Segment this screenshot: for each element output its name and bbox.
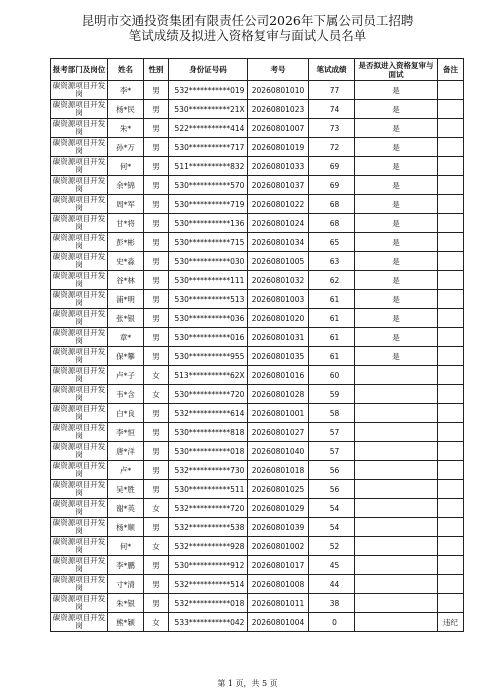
table-row: [51, 442, 464, 461]
cell-id: 530***********912: [169, 556, 248, 575]
cell-id: 530***********030: [169, 252, 248, 271]
cell-gender: 男: [144, 423, 169, 442]
cell-qualify: 是: [355, 233, 438, 252]
table-body: [51, 81, 464, 632]
table-row: [51, 423, 464, 442]
cell-gender: 男: [144, 461, 169, 480]
header-remark: 备注: [438, 59, 464, 81]
cell-name: 白*良: [108, 404, 144, 423]
cell-exam-no: 20260801023: [248, 100, 309, 119]
cell-id: 530***********715: [169, 233, 248, 252]
cell-dept: 碳资源项目开发岗: [51, 328, 108, 347]
cell-score: 59: [309, 385, 355, 404]
cell-dept: 碳资源项目开发岗: [51, 176, 108, 195]
cell-name: 何*: [108, 537, 144, 556]
cell-qualify: [355, 461, 438, 480]
cell-score: 54: [309, 518, 355, 537]
header-exam-no: 考号: [248, 59, 309, 81]
table-row: [51, 461, 464, 480]
cell-id: 532***********514: [169, 575, 248, 594]
cell-remark: [438, 366, 464, 385]
cell-id: 511***********832: [169, 157, 248, 176]
cell-score: 77: [309, 81, 355, 100]
cell-remark: [438, 461, 464, 480]
cell-dept: 碳资源项目开发岗: [51, 100, 108, 119]
cell-score: 68: [309, 195, 355, 214]
table-row: [51, 290, 464, 309]
cell-exam-no: 20260801016: [248, 366, 309, 385]
cell-exam-no: 20260801004: [248, 613, 309, 632]
cell-exam-no: 20260801032: [248, 271, 309, 290]
cell-gender: 女: [144, 499, 169, 518]
cell-gender: 男: [144, 309, 169, 328]
cell-name: 朱*: [108, 119, 144, 138]
cell-name: 熊*颖: [108, 613, 144, 632]
cell-name: 余*锦: [108, 176, 144, 195]
cell-qualify: 是: [355, 119, 438, 138]
cell-id: 533***********042: [169, 613, 248, 632]
cell-score: 56: [309, 461, 355, 480]
table-row: [51, 404, 464, 423]
cell-score: 56: [309, 480, 355, 499]
cell-score: 61: [309, 328, 355, 347]
cell-dept: 碳资源项目开发岗: [51, 442, 108, 461]
cell-id: 530***********016: [169, 328, 248, 347]
cell-dept: 碳资源项目开发岗: [51, 157, 108, 176]
cell-id: 530***********111: [169, 271, 248, 290]
cell-name: 李*恒: [108, 423, 144, 442]
cell-gender: 男: [144, 157, 169, 176]
table-row: [51, 271, 464, 290]
header-score: 笔试成绩: [309, 59, 355, 81]
table-row: [51, 138, 464, 157]
cell-score: 62: [309, 271, 355, 290]
cell-score: 63: [309, 252, 355, 271]
cell-id: 532***********720: [169, 499, 248, 518]
cell-remark: [438, 119, 464, 138]
cell-dept: 碳资源项目开发岗: [51, 423, 108, 442]
cell-qualify: 是: [355, 290, 438, 309]
cell-qualify: 是: [355, 138, 438, 157]
cell-qualify: [355, 366, 438, 385]
cell-gender: 男: [144, 518, 169, 537]
cell-id: 513***********62X: [169, 366, 248, 385]
header-qualify: 是否拟进入资格复审与面试: [355, 59, 438, 81]
cell-qualify: 是: [355, 252, 438, 271]
cell-gender: 男: [144, 138, 169, 157]
cell-remark: [438, 423, 464, 442]
cell-id: 532***********018: [169, 594, 248, 613]
cell-score: 52: [309, 537, 355, 556]
table-row: [51, 575, 464, 594]
cell-score: 0: [309, 613, 355, 632]
cell-exam-no: 20260801022: [248, 195, 309, 214]
cell-remark: [438, 252, 464, 271]
cell-dept: 碳资源项目开发岗: [51, 195, 108, 214]
cell-dept: 碳资源项目开发岗: [51, 499, 108, 518]
cell-dept: 碳资源项目开发岗: [51, 366, 108, 385]
cell-dept: 碳资源项目开发岗: [51, 537, 108, 556]
cell-gender: 男: [144, 100, 169, 119]
cell-dept: 碳资源项目开发岗: [51, 309, 108, 328]
header-id: 身份证号码: [169, 59, 248, 81]
cell-exam-no: 20260801019: [248, 138, 309, 157]
cell-name: 谷*林: [108, 271, 144, 290]
cell-qualify: [355, 537, 438, 556]
cell-qualify: 是: [355, 176, 438, 195]
cell-id: 532***********730: [169, 461, 248, 480]
cell-name: 杨*民: [108, 100, 144, 119]
cell-score: 38: [309, 594, 355, 613]
results-table: [50, 58, 464, 632]
cell-score: 65: [309, 233, 355, 252]
cell-remark: [438, 594, 464, 613]
cell-id: 532***********538: [169, 518, 248, 537]
cell-score: 44: [309, 575, 355, 594]
table-row: [51, 518, 464, 537]
cell-remark: [438, 81, 464, 100]
cell-gender: 男: [144, 480, 169, 499]
cell-dept: 碳资源项目开发岗: [51, 214, 108, 233]
cell-qualify: [355, 480, 438, 499]
cell-dept: 碳资源项目开发岗: [51, 138, 108, 157]
table-row: [51, 252, 464, 271]
cell-qualify: 是: [355, 100, 438, 119]
cell-dept: 碳资源项目开发岗: [51, 518, 108, 537]
cell-id: 530***********018: [169, 442, 248, 461]
cell-exam-no: 20260801035: [248, 347, 309, 366]
cell-gender: 男: [144, 347, 169, 366]
cell-remark: [438, 214, 464, 233]
cell-qualify: 是: [355, 214, 438, 233]
cell-dept: 碳资源项目开发岗: [51, 556, 108, 575]
header-dept: 报考部门及岗位: [51, 59, 108, 81]
cell-score: 54: [309, 499, 355, 518]
cell-name: 周*军: [108, 195, 144, 214]
cell-gender: 男: [144, 556, 169, 575]
cell-gender: 女: [144, 613, 169, 632]
cell-score: 73: [309, 119, 355, 138]
cell-exam-no: 20260801017: [248, 556, 309, 575]
cell-id: 532***********019: [169, 81, 248, 100]
cell-exam-no: 20260801018: [248, 461, 309, 480]
cell-qualify: [355, 613, 438, 632]
cell-remark: [438, 157, 464, 176]
cell-exam-no: 20260801002: [248, 537, 309, 556]
cell-remark: [438, 347, 464, 366]
table-row: [51, 328, 464, 347]
cell-exam-no: 20260801020: [248, 309, 309, 328]
cell-gender: 男: [144, 81, 169, 100]
cell-id: 532***********614: [169, 404, 248, 423]
cell-remark: [438, 442, 464, 461]
cell-exam-no: 20260801001: [248, 404, 309, 423]
cell-score: 69: [309, 176, 355, 195]
cell-id: 530***********570: [169, 176, 248, 195]
cell-remark: [438, 309, 464, 328]
cell-dept: 碳资源项目开发岗: [51, 271, 108, 290]
cell-gender: 男: [144, 442, 169, 461]
table-row: [51, 347, 464, 366]
page-footer: 第 1 页，共 5 页: [217, 679, 278, 688]
cell-id: 532***********928: [169, 537, 248, 556]
cell-exam-no: 20260801039: [248, 518, 309, 537]
table-row: [51, 214, 464, 233]
cell-name: 浦*明: [108, 290, 144, 309]
cell-exam-no: 20260801025: [248, 480, 309, 499]
cell-dept: 碳资源项目开发岗: [51, 480, 108, 499]
table-row: [51, 81, 464, 100]
cell-remark: [438, 404, 464, 423]
cell-score: 57: [309, 442, 355, 461]
cell-qualify: 是: [355, 347, 438, 366]
cell-score: 60: [309, 366, 355, 385]
cell-name: 卢*子: [108, 366, 144, 385]
cell-id: 530***********036: [169, 309, 248, 328]
table-row: [51, 594, 464, 613]
cell-exam-no: 20260801031: [248, 328, 309, 347]
table-row: [51, 480, 464, 499]
table-row: [51, 385, 464, 404]
cell-gender: 男: [144, 404, 169, 423]
cell-name: 谢*英: [108, 499, 144, 518]
cell-name: 卢*: [108, 461, 144, 480]
cell-qualify: [355, 385, 438, 404]
cell-score: 68: [309, 214, 355, 233]
cell-exam-no: 20260801040: [248, 442, 309, 461]
cell-dept: 碳资源项目开发岗: [51, 461, 108, 480]
cell-remark: [438, 575, 464, 594]
cell-score: 57: [309, 423, 355, 442]
cell-gender: 男: [144, 176, 169, 195]
cell-name: 章*: [108, 328, 144, 347]
table-row: [51, 233, 464, 252]
cell-name: 何*: [108, 157, 144, 176]
cell-name: 李*: [108, 81, 144, 100]
cell-score: 45: [309, 556, 355, 575]
cell-name: 吴*胜: [108, 480, 144, 499]
cell-score: 74: [309, 100, 355, 119]
cell-gender: 男: [144, 195, 169, 214]
document-title: [0, 13, 495, 43]
cell-name: 杨*顺: [108, 518, 144, 537]
cell-gender: 男: [144, 594, 169, 613]
cell-remark: 违纪: [438, 613, 464, 632]
cell-dept: 碳资源项目开发岗: [51, 404, 108, 423]
table-row: [51, 309, 464, 328]
cell-remark: [438, 480, 464, 499]
table-row: [51, 613, 464, 632]
table-row: [51, 537, 464, 556]
cell-remark: [438, 499, 464, 518]
cell-id: 530***********720: [169, 385, 248, 404]
cell-exam-no: 20260801033: [248, 157, 309, 176]
cell-dept: 碳资源项目开发岗: [51, 252, 108, 271]
cell-dept: 碳资源项目开发岗: [51, 81, 108, 100]
cell-qualify: [355, 404, 438, 423]
cell-dept: 碳资源项目开发岗: [51, 613, 108, 632]
header-name: 姓名: [108, 59, 144, 81]
cell-qualify: [355, 423, 438, 442]
cell-dept: 碳资源项目开发岗: [51, 385, 108, 404]
cell-id: 530***********21X: [169, 100, 248, 119]
cell-qualify: 是: [355, 195, 438, 214]
cell-exam-no: 20260801029: [248, 499, 309, 518]
cell-gender: 男: [144, 290, 169, 309]
cell-qualify: 是: [355, 157, 438, 176]
cell-gender: 男: [144, 119, 169, 138]
cell-gender: 女: [144, 537, 169, 556]
cell-remark: [438, 138, 464, 157]
cell-id: 522***********414: [169, 119, 248, 138]
cell-dept: 碳资源项目开发岗: [51, 119, 108, 138]
cell-name: 张*银: [108, 309, 144, 328]
table-row: [51, 157, 464, 176]
table-row: [51, 119, 464, 138]
cell-name: 甘*将: [108, 214, 144, 233]
cell-gender: 男: [144, 252, 169, 271]
cell-gender: 女: [144, 366, 169, 385]
cell-gender: 男: [144, 271, 169, 290]
cell-dept: 碳资源项目开发岗: [51, 594, 108, 613]
cell-gender: 男: [144, 233, 169, 252]
cell-score: 58: [309, 404, 355, 423]
cell-remark: [438, 328, 464, 347]
header-gender: 性别: [144, 59, 169, 81]
title-line-1: 昆明市交通投资集团有限责任公司2026年下属公司员工招聘: [81, 13, 414, 28]
cell-exam-no: 20260801005: [248, 252, 309, 271]
cell-remark: [438, 176, 464, 195]
cell-id: 530***********717: [169, 138, 248, 157]
cell-exam-no: 20260801008: [248, 575, 309, 594]
cell-remark: [438, 537, 464, 556]
cell-name: 史*淼: [108, 252, 144, 271]
table-row: [51, 499, 464, 518]
cell-exam-no: 20260801011: [248, 594, 309, 613]
table-row: [51, 176, 464, 195]
cell-name: 彭*彬: [108, 233, 144, 252]
cell-remark: [438, 233, 464, 252]
table-row: [51, 556, 464, 575]
cell-remark: [438, 100, 464, 119]
cell-id: 530***********955: [169, 347, 248, 366]
cell-score: 69: [309, 157, 355, 176]
cell-gender: 女: [144, 385, 169, 404]
cell-exam-no: 20260801034: [248, 233, 309, 252]
cell-qualify: [355, 518, 438, 537]
cell-exam-no: 20260801037: [248, 176, 309, 195]
cell-score: 72: [309, 138, 355, 157]
cell-remark: [438, 385, 464, 404]
cell-qualify: [355, 556, 438, 575]
cell-score: 61: [309, 290, 355, 309]
cell-id: 530***********818: [169, 423, 248, 442]
cell-gender: 男: [144, 328, 169, 347]
cell-remark: [438, 271, 464, 290]
table-row: [51, 366, 464, 385]
cell-exam-no: 20260801007: [248, 119, 309, 138]
cell-remark: [438, 290, 464, 309]
cell-qualify: 是: [355, 309, 438, 328]
cell-remark: [438, 556, 464, 575]
cell-qualify: 是: [355, 271, 438, 290]
cell-id: 530***********719: [169, 195, 248, 214]
cell-qualify: [355, 594, 438, 613]
cell-dept: 碳资源项目开发岗: [51, 347, 108, 366]
table-row: [51, 195, 464, 214]
cell-dept: 碳资源项目开发岗: [51, 290, 108, 309]
cell-exam-no: 20260801028: [248, 385, 309, 404]
cell-name: 寸*清: [108, 575, 144, 594]
cell-exam-no: 20260801027: [248, 423, 309, 442]
cell-dept: 碳资源项目开发岗: [51, 575, 108, 594]
cell-name: 朱*银: [108, 594, 144, 613]
cell-qualify: [355, 442, 438, 461]
cell-exam-no: 20260801010: [248, 81, 309, 100]
cell-exam-no: 20260801003: [248, 290, 309, 309]
title-line-2: 笔试成绩及拟进入资格复审与面试人员名单: [128, 28, 367, 43]
cell-score: 61: [309, 347, 355, 366]
cell-exam-no: 20260801024: [248, 214, 309, 233]
cell-name: 李*鹏: [108, 556, 144, 575]
cell-name: 唐*洋: [108, 442, 144, 461]
table-header-row: [51, 59, 464, 81]
cell-remark: [438, 518, 464, 537]
cell-id: 530***********136: [169, 214, 248, 233]
table-row: [51, 100, 464, 119]
cell-gender: 男: [144, 575, 169, 594]
cell-gender: 男: [144, 214, 169, 233]
cell-qualify: [355, 499, 438, 518]
cell-dept: 碳资源项目开发岗: [51, 233, 108, 252]
cell-qualify: [355, 575, 438, 594]
cell-name: 韦*含: [108, 385, 144, 404]
cell-score: 61: [309, 309, 355, 328]
cell-name: 孙*万: [108, 138, 144, 157]
cell-id: 530***********511: [169, 480, 248, 499]
cell-id: 530***********513: [169, 290, 248, 309]
cell-qualify: 是: [355, 328, 438, 347]
cell-qualify: 是: [355, 81, 438, 100]
cell-name: 保*攀: [108, 347, 144, 366]
cell-remark: [438, 195, 464, 214]
